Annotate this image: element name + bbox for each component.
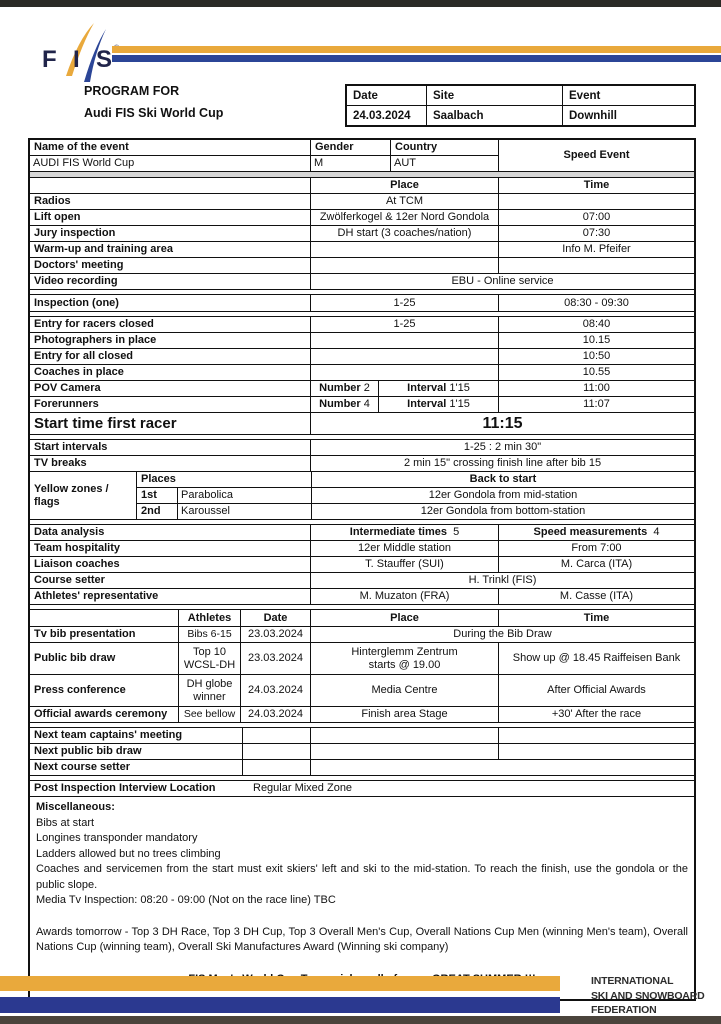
post-inspection-value: Regular Mixed Zone — [253, 782, 353, 794]
press-conference-athletes-line1: DH globe — [186, 677, 233, 690]
gender-label: Gender — [310, 140, 390, 155]
intermediate-times-label: Intermediate times — [349, 526, 447, 538]
date-header: Date — [353, 89, 378, 102]
jury-inspection-time: 07:30 — [498, 226, 694, 241]
yellow-zones-section — [30, 471, 694, 519]
forerunners-number-label: Number — [319, 398, 361, 410]
row-post-inspection — [30, 780, 694, 796]
row-tv-bib-presentation — [30, 626, 694, 642]
program-title — [84, 80, 223, 124]
next-captains-cell — [242, 728, 310, 743]
inspection-one-label: Inspection (one) — [34, 296, 119, 309]
liaison-coaches-label: Liaison coaches — [34, 558, 120, 570]
yellow-zone-row-2 — [137, 503, 694, 519]
radios-place: At TCM — [310, 194, 498, 209]
forerunners-interval-value: 1'15 — [449, 398, 470, 410]
event-value: Downhill — [562, 106, 694, 125]
press-conference-place: Media Centre — [310, 675, 498, 706]
forerunners-time: 11:07 — [498, 397, 694, 412]
public-bib-label: Public bib draw — [34, 652, 116, 664]
date-value: 24.03.2024 — [353, 109, 411, 122]
row-press-conference — [30, 674, 694, 706]
event-name-left — [30, 140, 498, 171]
radios-time — [498, 194, 694, 209]
federation-line1: INTERNATIONAL — [591, 975, 674, 987]
entry-racers-closed-label: Entry for racers closed — [34, 318, 154, 330]
public-bib-time: Show up @ 18.45 Raiffeisen Bank — [498, 643, 694, 674]
jury-inspection-place: DH start (3 coaches/nation) — [310, 226, 498, 241]
header-stripe-yellow — [112, 46, 721, 53]
row-team-hospitality — [30, 540, 694, 556]
next-course-setter-span — [310, 760, 694, 775]
misc-title: Miscellaneous: — [36, 801, 115, 813]
doctors-meeting-place — [310, 258, 498, 273]
forerunners-interval — [378, 397, 498, 412]
site-value: Saalbach — [426, 106, 562, 125]
events-place-header: Place — [310, 610, 498, 626]
tv-bib-label: Tv bib presentation — [34, 628, 136, 640]
forerunners-interval-label: Interval — [407, 398, 447, 410]
doctors-meeting-time — [498, 258, 694, 273]
row-next-captains-meeting — [30, 727, 694, 743]
yellow-zones-label-line1: Yellow zones / — [34, 482, 109, 495]
zone1-place: Parabolica — [177, 488, 311, 503]
forerunners-label: Forerunners — [34, 398, 99, 410]
video-recording-label: Video recording — [34, 275, 118, 287]
liaison-coaches-time: M. Carca (ITA) — [498, 557, 694, 572]
team-hospitality-place: 12er Middle station — [310, 541, 498, 556]
athletes-header: Athletes — [178, 610, 240, 626]
row-entry-all-closed — [30, 348, 694, 364]
yellow-zones-label-line2: flags — [34, 495, 60, 508]
row-next-course-setter — [30, 759, 694, 775]
inspection-one-time: 08:30 - 09:30 — [498, 295, 694, 311]
program-title-line2: Audi FIS Ski World Cup — [84, 106, 224, 120]
lift-open-label: Lift open — [34, 211, 81, 223]
tv-breaks-value: 2 min 15" crossing finish line after bib 15 — [310, 456, 694, 471]
start-time-label: Start time first racer — [34, 415, 177, 432]
video-recording-value: EBU - Online service — [310, 274, 694, 289]
header-stripe-blue — [112, 55, 721, 62]
pov-camera-number — [310, 381, 378, 396]
footer-stripe-yellow — [0, 976, 560, 991]
row-lift-open — [30, 209, 694, 225]
course-setter-label: Course setter — [34, 574, 105, 586]
awards-ceremony-time: +30' After the race — [498, 707, 694, 722]
press-conference-athletes-line2: winner — [193, 690, 226, 703]
events-header-row — [30, 609, 694, 626]
pov-number-value: 2 — [363, 382, 370, 394]
next-bib-draw-time — [498, 744, 694, 759]
place-header: Place — [310, 178, 498, 193]
date-header: Date — [240, 610, 310, 626]
public-bib-place — [310, 643, 498, 674]
awards-ceremony-place: Finish area Stage — [310, 707, 498, 722]
program-title-line1: PROGRAM FOR — [84, 84, 180, 98]
name-of-event-value: AUDI FIS World Cup — [33, 157, 135, 169]
jury-inspection-label: Jury inspection — [34, 227, 116, 239]
zone2-rank: 2nd — [141, 505, 161, 517]
row-inspection-one — [30, 294, 694, 311]
miscellaneous-section — [30, 796, 694, 999]
photographers-time: 10.15 — [498, 333, 694, 348]
pov-camera-label: POV Camera — [34, 382, 101, 394]
info-header-row — [347, 86, 694, 105]
event-name-header-row — [30, 140, 498, 155]
row-photographers — [30, 332, 694, 348]
site-header: Site — [426, 86, 562, 105]
row-entry-racers-closed — [30, 316, 694, 332]
name-of-event-label: Name of the event — [34, 141, 129, 153]
coaches-in-place-label: Coaches in place — [34, 366, 124, 378]
coaches-in-place-time: 10.55 — [498, 365, 694, 380]
entry-all-closed-label: Entry for all closed — [34, 350, 134, 362]
row-next-public-bib-draw — [30, 743, 694, 759]
time-header: Time — [498, 178, 694, 193]
zone2-back: 12er Gondola from bottom-station — [311, 504, 694, 519]
next-captains-place — [310, 728, 498, 743]
awards-ceremony-date: 24.03.2024 — [240, 707, 310, 722]
start-intervals-value: 1-25 : 2 min 30" — [310, 440, 694, 455]
awards-tomorrow-text: Awards tomorrow - Top 3 DH Race, Top 3 DH Cup, Top 3 Overall Men's Cup, Overall Nations Cup Men (winning Men's team), Overall Nations Cup (winning team), Overall Ski Manufactures Award (Winning ski company) — [36, 925, 688, 953]
start-intervals-label: Start intervals — [34, 441, 108, 453]
event-name-section — [30, 140, 694, 171]
forerunners-number-value: 4 — [363, 398, 370, 410]
row-public-bib-draw — [30, 642, 694, 674]
row-jury-inspection — [30, 225, 694, 241]
misc-line-4: Coaches and servicemen from the start must exit skiers' left and ski to the mid-station. To reach the finish, use the gondola or the public slope. — [36, 863, 688, 891]
row-start-time-first-racer — [30, 412, 694, 434]
misc-line-1: Bibs at start — [36, 816, 95, 829]
athletes-rep-time: M. Casse (ITA) — [498, 589, 694, 604]
yellow-zones-label — [30, 472, 136, 519]
federation-name — [591, 974, 704, 1018]
row-video-recording — [30, 273, 694, 289]
next-course-setter-label: Next course setter — [34, 761, 130, 773]
yellow-zones-rows — [136, 472, 694, 519]
entry-all-closed-time: 10:50 — [498, 349, 694, 364]
public-bib-athletes — [178, 643, 240, 674]
forerunners-number — [310, 397, 378, 412]
event-name-value-row — [30, 155, 498, 171]
row-radios — [30, 193, 694, 209]
tv-bib-date: 23.03.2024 — [240, 627, 310, 642]
misc-line-5: Media Tv Inspection: 08:20 - 09:00 (Not on the race line) TBC — [36, 894, 336, 906]
post-inspection-label: Post Inspection Interview Location — [34, 782, 216, 794]
speed-measurements-value: 4 — [653, 526, 660, 538]
row-official-awards — [30, 706, 694, 722]
zone1-rank: 1st — [141, 489, 157, 501]
fis-logo-icon — [40, 22, 132, 84]
photographers-label: Photographers in place — [34, 334, 157, 346]
radios-label: Radios — [34, 195, 71, 207]
window-top-edge — [0, 0, 721, 7]
program-table — [28, 138, 696, 1001]
team-hospitality-time: From 7:00 — [498, 541, 694, 556]
warm-up-label: Warm-up and training area — [34, 243, 173, 255]
pov-interval-label: Interval — [407, 382, 447, 394]
tv-bib-value: During the Bib Draw — [310, 627, 694, 642]
row-doctors-meeting — [30, 257, 694, 273]
misc-line-2: Longines transponder mandatory — [36, 832, 198, 844]
public-bib-athletes-line2: WCSL-DH — [183, 658, 236, 671]
team-hospitality-label: Team hospitality — [34, 542, 120, 554]
places-header: Places — [141, 473, 176, 485]
intermediate-times-value: 5 — [453, 526, 460, 538]
next-course-setter-cell — [242, 760, 310, 775]
row-coaches-in-place — [30, 364, 694, 380]
warm-up-time: Info M. Pfeifer — [498, 242, 694, 257]
federation-line2: SKI AND SNOWBOARD — [591, 989, 705, 1002]
gender-value: M — [310, 156, 390, 171]
next-captains-time — [498, 728, 694, 743]
back-to-start-header: Back to start — [311, 472, 694, 487]
row-course-setter — [30, 572, 694, 588]
pov-camera-interval — [378, 381, 498, 396]
logo-letter-i: I — [73, 46, 80, 73]
next-captains-label: Next team captains' meeting — [34, 729, 183, 741]
data-analysis-label: Data analysis — [34, 526, 105, 538]
logo-letter-f: F — [42, 46, 57, 73]
data-analysis-time — [498, 525, 694, 540]
window-bottom-edge — [0, 1016, 721, 1024]
row-pov-camera — [30, 380, 694, 396]
events-empty-header — [30, 610, 178, 626]
speed-event-cell: Speed Event — [498, 140, 694, 171]
country-label: Country — [390, 140, 498, 155]
row-warm-up — [30, 241, 694, 257]
next-bib-draw-cell — [242, 744, 310, 759]
events-time-header: Time — [498, 610, 694, 626]
warm-up-place — [310, 242, 498, 257]
athletes-rep-label: Athletes' representative — [34, 590, 159, 602]
press-conference-date: 24.03.2024 — [240, 675, 310, 706]
zone1-back: 12er Gondola from mid-station — [311, 488, 694, 503]
logo-letter-s: S — [96, 46, 113, 73]
row-liaison-coaches — [30, 556, 694, 572]
yellow-zones-header-row — [137, 472, 694, 487]
press-conference-label: Press conference — [34, 684, 126, 696]
next-bib-draw-place — [310, 744, 498, 759]
course-setter-value: H. Trinkl (FIS) — [310, 573, 694, 588]
entry-racers-closed-place: 1-25 — [310, 317, 498, 332]
awards-ceremony-label: Official awards ceremony — [34, 708, 168, 720]
public-bib-place-line1: Hinterglemm Zentrum — [351, 645, 458, 658]
zone2-place: Karoussel — [177, 504, 311, 519]
coaches-in-place-place — [310, 365, 498, 380]
footer-stripe-blue — [0, 997, 560, 1013]
press-conference-time: After Official Awards — [498, 675, 694, 706]
misc-line-3: Ladders allowed but no trees climbing — [36, 847, 221, 860]
pov-interval-value: 1'15 — [449, 382, 470, 394]
start-time-value: 11:15 — [310, 413, 694, 434]
public-bib-place-line2: starts @ 19.00 — [368, 658, 441, 671]
info-value-row — [347, 105, 694, 125]
awards-ceremony-athletes: See bellow — [178, 707, 240, 722]
federation-line3: FEDERATION — [591, 1004, 657, 1016]
press-conference-athletes — [178, 675, 240, 706]
entry-all-closed-place — [310, 349, 498, 364]
public-bib-date: 23.03.2024 — [240, 643, 310, 674]
liaison-coaches-place: T. Stauffer (SUI) — [310, 557, 498, 572]
date-site-event-table — [345, 84, 696, 127]
row-start-intervals — [30, 439, 694, 455]
row-athletes-representative — [30, 588, 694, 604]
speed-measurements-label: Speed measurements — [533, 526, 648, 538]
pov-number-label: Number — [319, 382, 361, 394]
event-header: Event — [562, 86, 694, 105]
place-time-header-row — [30, 177, 694, 193]
lift-open-time: 07:00 — [498, 210, 694, 225]
data-analysis-place — [310, 525, 498, 540]
doctors-meeting-label: Doctors' meeting — [34, 259, 124, 271]
tv-bib-athletes: Bibs 6-15 — [178, 627, 240, 642]
public-bib-athletes-line1: Top 10 — [192, 645, 227, 658]
tv-breaks-label: TV breaks — [34, 457, 87, 469]
next-bib-draw-label: Next public bib draw — [34, 745, 142, 757]
pov-camera-time: 11:00 — [498, 381, 694, 396]
row-data-analysis — [30, 524, 694, 540]
row-forerunners — [30, 396, 694, 412]
yellow-zone-row-1 — [137, 487, 694, 503]
lift-open-place: Zwölferkogel & 12er Nord Gondola — [310, 210, 498, 225]
inspection-one-place: 1-25 — [310, 295, 498, 311]
country-value: AUT — [390, 156, 498, 171]
row-tv-breaks — [30, 455, 694, 471]
entry-racers-closed-time: 08:40 — [498, 317, 694, 332]
empty-header-cell — [30, 178, 310, 193]
athletes-rep-place: M. Muzaton (FRA) — [310, 589, 498, 604]
photographers-place — [310, 333, 498, 348]
